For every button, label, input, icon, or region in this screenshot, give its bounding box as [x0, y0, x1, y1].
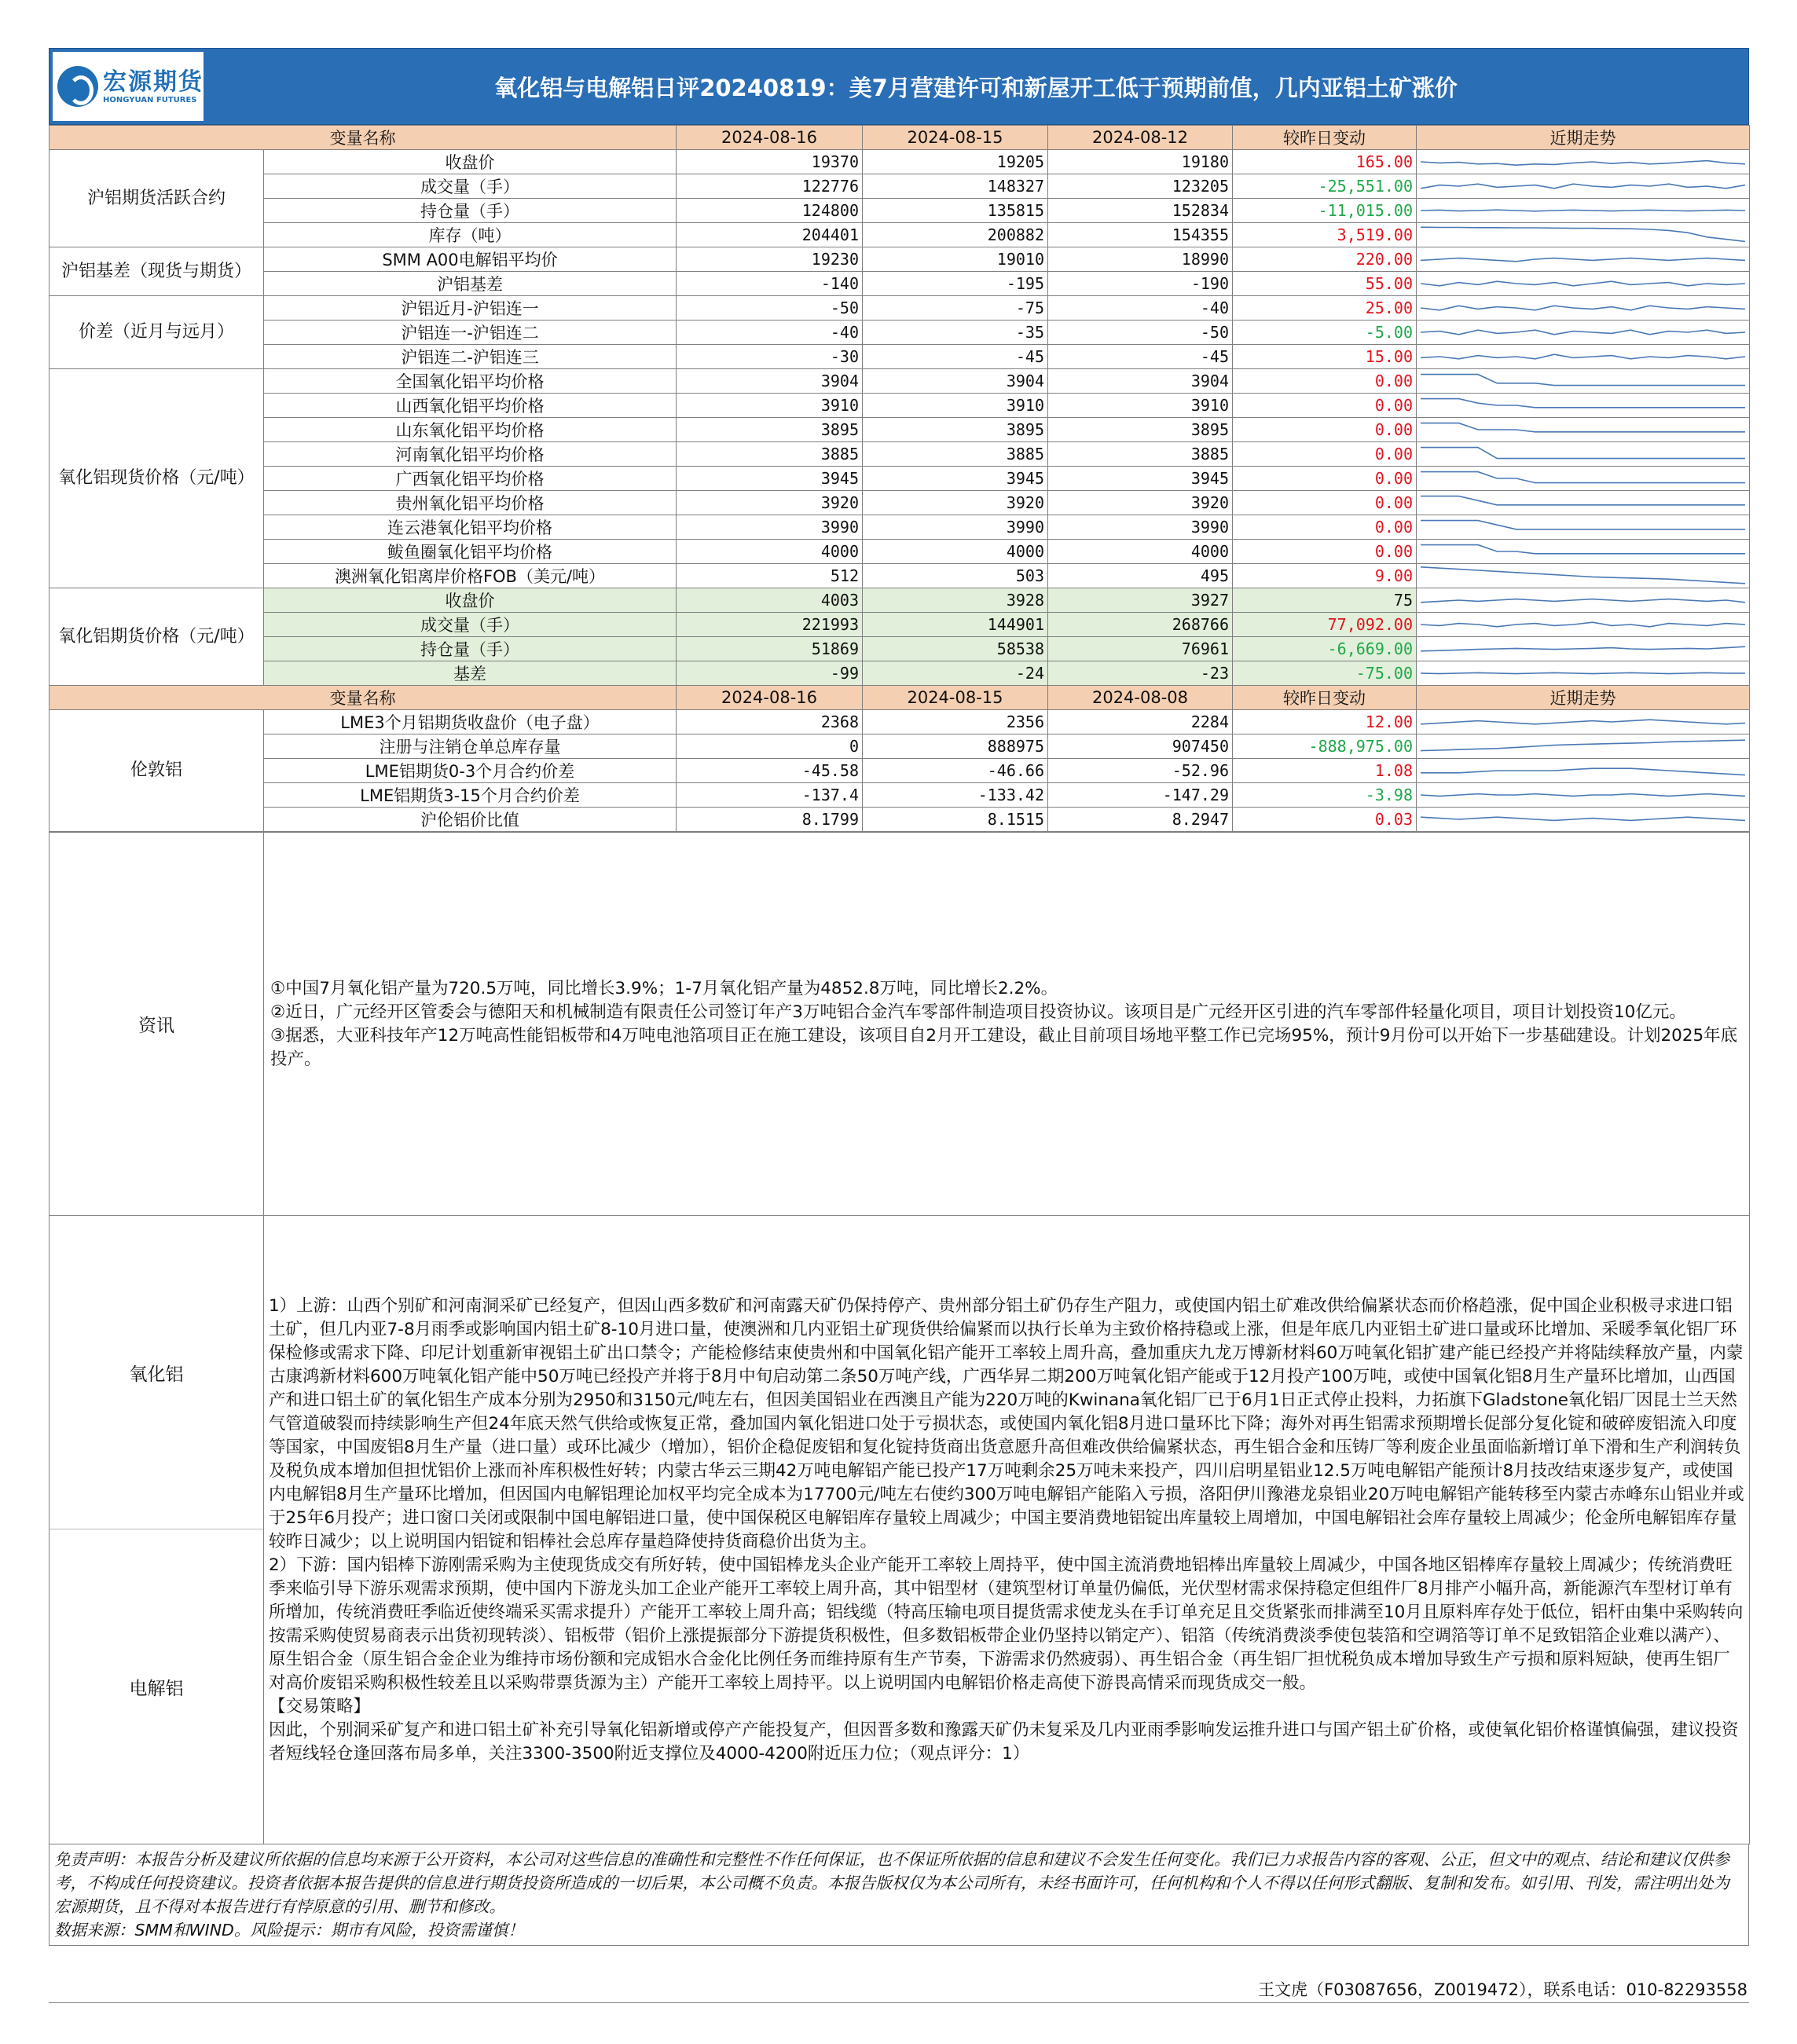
row-name: 收盘价	[264, 150, 677, 174]
row-name: 沪铝基差	[264, 272, 677, 296]
value-date2: 8.1515	[863, 808, 1048, 832]
trend-sparkline	[1417, 783, 1750, 808]
data-source-text: 数据来源：SMM和WIND。风险提示：期市有风险，投资需谨慎！	[54, 1921, 524, 1940]
trend-sparkline	[1417, 515, 1750, 540]
value-date1: 204401	[677, 223, 863, 247]
col-header-name: 变量名称	[50, 686, 677, 710]
value-date3: 154355	[1048, 223, 1233, 247]
table-row	[50, 369, 1750, 394]
value-date2: 144901	[863, 613, 1048, 637]
trend-sparkline	[1417, 564, 1750, 588]
value-date1: -50	[677, 296, 863, 321]
table-row	[50, 442, 1750, 467]
value-date1: 3895	[677, 418, 863, 442]
value-date3: 3945	[1048, 467, 1233, 491]
col-header-date3: 2024-08-08	[1048, 686, 1233, 710]
col-header-trend: 近期走势	[1417, 686, 1750, 710]
value-change: 220.00	[1233, 247, 1417, 272]
value-date3: 907450	[1048, 734, 1233, 759]
row-name: 贵州氧化铝平均价格	[264, 491, 677, 515]
value-date2: -46.66	[863, 759, 1048, 783]
value-change: 77,092.00	[1233, 613, 1417, 637]
row-name: 沪铝连二-沪铝连三	[264, 345, 677, 369]
table-row	[50, 783, 1750, 808]
table-row	[50, 637, 1750, 661]
value-change: 0.00	[1233, 515, 1417, 540]
value-date3: 3910	[1048, 394, 1233, 418]
value-change: 0.00	[1233, 394, 1417, 418]
table-row	[50, 564, 1750, 588]
value-change: 15.00	[1233, 345, 1417, 369]
table-row	[50, 247, 1750, 272]
value-date1: 3885	[677, 442, 863, 467]
value-date2: 3904	[863, 369, 1048, 394]
analysis-content	[264, 1216, 1750, 1844]
value-change: -11,015.00	[1233, 199, 1417, 223]
value-date2: 148327	[863, 174, 1048, 199]
value-change: -3.98	[1233, 783, 1417, 808]
value-date2: 3895	[863, 418, 1048, 442]
value-change: 25.00	[1233, 296, 1417, 321]
company-logo	[53, 52, 204, 121]
col-header-date1: 2024-08-16	[677, 126, 863, 150]
value-date3: -50	[1048, 321, 1233, 345]
value-date3: -40	[1048, 296, 1233, 321]
trend-sparkline	[1417, 296, 1750, 321]
value-change: 9.00	[1233, 564, 1417, 588]
value-date3: -23	[1048, 661, 1233, 686]
group-label: 氧化铝期货价格（元/吨）	[50, 588, 264, 686]
value-date3: 18990	[1048, 247, 1233, 272]
row-name: 持仓量（手）	[264, 199, 677, 223]
trend-sparkline	[1417, 394, 1750, 418]
row-name: 连云港氧化铝平均价格	[264, 515, 677, 540]
disclaimer-text: 免责声明：本报告分析及建议所依据的信息均来源于公开资料，本公司对这些信息的准确性和完整性不作任何保证，也不保证所依据的信息和建议不会发生任何变化。我们已力求报告内容的客观、公正，但文中的观点、结论和建议仅供参考，不构成任何投资建议。投资者依据本报告提供的信息进行期货投资所造成的一切后果，本公司概不负责。本报告版权仅为本公司所有，未经书面许可，任何机构和个人不得以任何形式翻版、复制和发布。如引用、刊发，需注明出处为宏源期货，且不得对本报告进行有悖原意的引用、删节和修改。	[54, 1850, 1729, 1916]
footer-spacer	[49, 1946, 1749, 1977]
col-header-date1: 2024-08-16	[677, 686, 863, 710]
value-change: 0.00	[1233, 467, 1417, 491]
value-change: 3,519.00	[1233, 223, 1417, 247]
news-item-1: ①中国7月氧化铝产量为720.5万吨，同比增长3.9%；1-7月氧化铝产量为4852.8万吨，同比增长2.2%。	[270, 978, 1058, 998]
value-date1: 0	[677, 734, 863, 759]
table-row	[50, 515, 1750, 540]
trend-sparkline	[1417, 661, 1750, 686]
table-row	[50, 808, 1750, 832]
value-date2: 2356	[863, 710, 1048, 734]
table-row	[50, 467, 1750, 491]
col-header-trend: 近期走势	[1417, 126, 1750, 150]
value-date2: -45	[863, 345, 1048, 369]
trend-sparkline	[1417, 418, 1750, 442]
value-change: -888,975.00	[1233, 734, 1417, 759]
col-header-change: 较昨日变动	[1233, 686, 1417, 710]
value-date3: 268766	[1048, 613, 1233, 637]
table-row	[50, 296, 1750, 321]
value-date1: 4003	[677, 588, 863, 613]
value-date2: -133.42	[863, 783, 1048, 808]
value-date1: -40	[677, 321, 863, 345]
value-change: 0.00	[1233, 418, 1417, 442]
value-date2: -75	[863, 296, 1048, 321]
table-row	[50, 710, 1750, 734]
value-date1: 124800	[677, 199, 863, 223]
table-row	[50, 150, 1750, 174]
table-row	[50, 540, 1750, 564]
value-date1: 122776	[677, 174, 863, 199]
trend-sparkline	[1417, 637, 1750, 661]
value-date3: 8.2947	[1048, 808, 1233, 832]
table-row	[50, 491, 1750, 515]
strategy-title: 【交易策略】	[269, 1696, 371, 1716]
value-date2: 3910	[863, 394, 1048, 418]
value-date1: 3945	[677, 467, 863, 491]
value-date1: -30	[677, 345, 863, 369]
group-label: 价差（近月与远月）	[50, 296, 264, 369]
value-date1: 19230	[677, 247, 863, 272]
row-name: 沪铝连一-沪铝连二	[264, 321, 677, 345]
value-date1: 2368	[677, 710, 863, 734]
group-label: 伦敦铝	[50, 710, 264, 832]
value-date1: 4000	[677, 540, 863, 564]
value-date1: 3920	[677, 491, 863, 515]
value-date3: -190	[1048, 272, 1233, 296]
contact-info: 王文虎（F03087656，Z0019472），联系电话：010-82293558	[49, 1977, 1749, 2003]
group-label: 沪铝期货活跃合约	[50, 150, 264, 247]
value-date2: 3885	[863, 442, 1048, 467]
logo-en-text: HONGYUAN FUTURES	[103, 95, 197, 104]
value-date2: 3945	[863, 467, 1048, 491]
value-date1: 3904	[677, 369, 863, 394]
row-name: 沪铝近月-沪铝连一	[264, 296, 677, 321]
row-name: 持仓量（手）	[264, 637, 677, 661]
value-change: -25,551.00	[1233, 174, 1417, 199]
table-row	[50, 321, 1750, 345]
analysis-upstream: 1）上游：山西个别矿和河南洞采矿已经复产，但因山西多数矿和河南露天矿仍保持停产、贵州部分铝土矿仍存生产阻力，或使国内铝土矿难改供给偏紧状态而价格趋涨，促中国企业积极寻求进口铝土矿，但几内亚7-8月雨季或影响国内铝土矿8-10月进口量，使澳洲和几内亚铝土矿现货供给偏紧而以执行长单为主致价格持稳或上涨，但是年底几内亚铝土矿进口量或环比增加、采暖季氧化铝厂环保检修或需求下降、印尼计划重新审视铝土矿出口禁令；产能检修结束使贵州和中国氧化铝产能开工率较上周升高，叠加重庆九龙万博新材料60万吨氧化铝扩建产能已经投产并将陆续释放产量，内蒙古康鸿新材料600万吨氧化铝产能中50万吨已经投产并将于8月中旬启动第二条50万吨产线，广西华昇二期200万吨氧化铝产能或于12月投产100万吨，或使中国氧化铝8月生产量环比增加，山西国产和进口铝土矿的氧化铝生产成本分别为2950和3150元/吨左右，但因美国铝业在西澳且产能为220万吨的Kwinana氧化铝厂已于6月1日正式停止投料，力拓旗下Gladstone氧化铝厂因昆士兰天然气管道破裂而持续影响生产但24年底天然气供给或恢复正常，叠加国内氧化铝进口处于亏损状态，或使国内氧化铝8月进口量环比下降；海外对再生铝需求预期增长促部分复化锭和破碎废铝流入印度等国家，中国废铝8月生产量（进口量）或环比减少（增加），铝价企稳促废铝和复化锭持货商出货意愿升高但难改供给偏紧状态，再生铝合金和压铸厂等利废企业虽面临新增订单下滑和生产利润转负及税负成本增加但担忧铝价上涨而补库积极性好转；内蒙古华云三期42万吨电解铝产能已投产17万吨剩余25万吨未来投产，四川启明星铝业12.5万吨电解铝产能预计8月技改结束逐步复产，或使国内电解铝8月生产量环比增加，但因国内电解铝理论加权平均完全成本为17700元/吨左右使约300万吨电解铝产能陷入亏损，洛阳伊川豫港龙泉铝业20万吨电解铝产能转移至内蒙古赤峰东山铝业并或于25年6月投产；进口窗口关闭或限制中国电解铝进口量，使中国保税区电解铝库存量较上周减少；中国主要消费地铝锭出库量较上周增加，中国电解铝社会库存量较上周减少；伦金所电解铝库存量较昨日减少；以上说明国内铝锭和铝棒社会总库存量趋降使持货商稳价出货为主。	[269, 1295, 1744, 1551]
table-row	[50, 394, 1750, 418]
value-date2: 3920	[863, 491, 1048, 515]
row-name: LME铝期货3-15个月合约价差	[264, 783, 677, 808]
news-item-2: ②近日，广元经开区管委会与德阳天和机械制造有限责任公司签订年产3万吨铝合金汽车零部件制造项目投资协议。该项目是广元经开区引进的汽车零部件轻量化项目，项目计划投资10亿元。	[270, 1002, 1686, 1022]
value-change: 12.00	[1233, 710, 1417, 734]
value-change: 1.08	[1233, 759, 1417, 783]
value-date3: 2284	[1048, 710, 1233, 734]
value-date1: 51869	[677, 637, 863, 661]
col-header-change: 较昨日变动	[1233, 126, 1417, 150]
col-header-date2: 2024-08-15	[863, 686, 1048, 710]
value-change: 0.00	[1233, 442, 1417, 467]
value-date3: -45	[1048, 345, 1233, 369]
table-row	[50, 588, 1750, 613]
trend-sparkline	[1417, 247, 1750, 272]
trend-sparkline	[1417, 759, 1750, 783]
alumina-label: 氧化铝	[50, 1216, 263, 1529]
value-date3: 3895	[1048, 418, 1233, 442]
strategy-text: 因此，个别洞采矿复产和进口铝土矿补充引导氧化铝新增或停产产能投复产，但因晋多数和豫露天矿仍未复采及几内亚雨季影响发运推升进口与国产铝土矿价格，或使氧化铝价格谨慎偏强，建议投资者短线轻仓逢回落布局多单，关注3300-3500附近支撑位及4000-4200附近压力位；（观点评分：1）	[269, 1720, 1739, 1764]
value-change: 0.00	[1233, 491, 1417, 515]
trend-sparkline	[1417, 442, 1750, 467]
trend-sparkline	[1417, 710, 1750, 734]
trend-sparkline	[1417, 174, 1750, 199]
value-change: 165.00	[1233, 150, 1417, 174]
value-date1: 221993	[677, 613, 863, 637]
value-change: 0.03	[1233, 808, 1417, 832]
value-date1: -140	[677, 272, 863, 296]
value-date2: 4000	[863, 540, 1048, 564]
trend-sparkline	[1417, 588, 1750, 613]
row-name: 库存（吨）	[264, 223, 677, 247]
value-date3: -147.29	[1048, 783, 1233, 808]
value-change: -6,669.00	[1233, 637, 1417, 661]
value-date3: 123205	[1048, 174, 1233, 199]
value-change: 55.00	[1233, 272, 1417, 296]
table-row	[50, 734, 1750, 759]
news-label: 资讯	[50, 833, 264, 1216]
value-date2: -195	[863, 272, 1048, 296]
table-row	[50, 174, 1750, 199]
trend-sparkline	[1417, 369, 1750, 394]
value-change: -75.00	[1233, 661, 1417, 686]
row-name: 全国氧化铝平均价格	[264, 369, 677, 394]
analysis-downstream: 2）下游：国内铝棒下游刚需采购为主使现货成交有所好转，使中国铝棒龙头企业产能开工率较上周持平，使中国主流消费地铝棒出库量较上周减少，中国各地区铝棒库存量较上周减少；传统消费旺季来临引导下游乐观需求预期，使中国内下游龙头加工企业产能开工率较上周升高，其中铝型材（建筑型材订单量仍偏低，光伏型材需求保持稳定但组件厂8月排产小幅升高，新能源汽车型材订单有所增加，传统消费旺季临近使终端采买需求提升）产能开工率较上周升高；铝线缆（特高压输电项目提货需求使龙头在手订单充足且交货紧张而排满至10月且原料库存处于低位，铝杆由集中采购转向按需采购使贸易商表示出货初现转淡）、铝板带（铝价上涨提振部分下游提货积极性，但多数铝板带企业仍坚持以销定产）、铝箔（传统消费淡季使包装箔和空调箔等订单不足致铝箔企业难以满产）、原生铝合金（原生铝合金企业为维持市场份额和完成铝水合金化比例任务而维持原有生产节奏，下游需求仍然疲弱）、再生铝合金（再生铝厂担忧税负成本增加导致生产亏损和原料短缺，使再生铝厂对高价废铝采购积极性较差且以采购带票货源为主）产能开工率较上周持平。以上说明国内电解铝价格走高使下游畏高情采而现货成交一般。	[269, 1555, 1744, 1693]
main-header-row	[50, 126, 1750, 150]
row-name: LME3个月铝期货收盘价（电子盘）	[264, 710, 677, 734]
news-item-3: ③据悉，大亚科技年产12万吨高性能铝板带和4万吨电池箔项目正在施工建设，该项目自2月开工建设，截止目前项目场地平整工作已完场95%，预计9月份可以开始下一步基础建设。计划2025年底投产。	[270, 1025, 1738, 1069]
trend-sparkline	[1417, 467, 1750, 491]
trend-sparkline	[1417, 734, 1750, 759]
value-date1: -137.4	[677, 783, 863, 808]
value-date2: 135815	[863, 199, 1048, 223]
value-date2: -35	[863, 321, 1048, 345]
value-change: 75	[1233, 588, 1417, 613]
row-name: 山西氧化铝平均价格	[264, 394, 677, 418]
table-row	[50, 199, 1750, 223]
trend-sparkline	[1417, 540, 1750, 564]
value-date3: 3990	[1048, 515, 1233, 540]
trend-sparkline	[1417, 345, 1750, 369]
row-name: 成交量（手）	[264, 613, 677, 637]
lme-header-row	[50, 686, 1750, 710]
value-date3: 4000	[1048, 540, 1233, 564]
value-date3: 3904	[1048, 369, 1233, 394]
news-content	[264, 833, 1750, 1216]
value-date1: -45.58	[677, 759, 863, 783]
row-name: 河南氧化铝平均价格	[264, 442, 677, 467]
value-date2: 19010	[863, 247, 1048, 272]
table-row	[50, 759, 1750, 783]
value-date3: 495	[1048, 564, 1233, 588]
value-change: -5.00	[1233, 321, 1417, 345]
row-name: 成交量（手）	[264, 174, 677, 199]
value-date2: 503	[863, 564, 1048, 588]
table-row	[50, 418, 1750, 442]
row-name: 收盘价	[264, 588, 677, 613]
table-row	[50, 345, 1750, 369]
row-name: 基差	[264, 661, 677, 686]
analysis-labels	[50, 1216, 264, 1844]
table-row	[50, 613, 1750, 637]
logo-cn-text: 宏源期货	[103, 68, 204, 96]
trend-sparkline	[1417, 272, 1750, 296]
trend-sparkline	[1417, 491, 1750, 515]
value-date2: -24	[863, 661, 1048, 686]
logo-icon	[57, 66, 98, 107]
row-name: LME铝期货0-3个月合约价差	[264, 759, 677, 783]
row-name: 广西氧化铝平均价格	[264, 467, 677, 491]
row-name: 山东氧化铝平均价格	[264, 418, 677, 442]
trend-sparkline	[1417, 223, 1750, 247]
value-change: 0.00	[1233, 369, 1417, 394]
value-date2: 19205	[863, 150, 1048, 174]
row-name: 澳洲氧化铝离岸价格FOB（美元/吨）	[264, 564, 677, 588]
col-header-name: 变量名称	[50, 126, 677, 150]
value-date2: 200882	[863, 223, 1048, 247]
value-date1: 8.1799	[677, 808, 863, 832]
report-header	[49, 48, 1749, 125]
report-page	[49, 48, 1749, 2003]
row-name: SMM A00电解铝平均价	[264, 247, 677, 272]
value-date2: 888975	[863, 734, 1048, 759]
value-date2: 3928	[863, 588, 1048, 613]
trend-sparkline	[1417, 613, 1750, 637]
value-date3: 3920	[1048, 491, 1233, 515]
value-date2: 58538	[863, 637, 1048, 661]
col-header-date3: 2024-08-12	[1048, 126, 1233, 150]
value-date1: 512	[677, 564, 863, 588]
value-date3: 152834	[1048, 199, 1233, 223]
value-date1: 3910	[677, 394, 863, 418]
value-date3: 19180	[1048, 150, 1233, 174]
data-table	[49, 125, 1750, 832]
trend-sparkline	[1417, 150, 1750, 174]
group-label: 氧化铝现货价格（元/吨）	[50, 369, 264, 588]
trend-sparkline	[1417, 808, 1750, 832]
row-name: 鲅鱼圈氧化铝平均价格	[264, 540, 677, 564]
aluminum-label: 电解铝	[129, 1678, 184, 1699]
group-label: 沪铝基差（现货与期货）	[50, 247, 264, 296]
trend-sparkline	[1417, 321, 1750, 345]
value-date3: 3927	[1048, 588, 1233, 613]
table-row	[50, 272, 1750, 296]
value-date1: -99	[677, 661, 863, 686]
disclaimer-block	[49, 1844, 1749, 1946]
table-row	[50, 661, 1750, 686]
text-table	[49, 832, 1750, 1844]
value-date1: 19370	[677, 150, 863, 174]
col-header-date2: 2024-08-15	[863, 126, 1048, 150]
row-name: 注册与注销仓单总库存量	[264, 734, 677, 759]
report-title: 氧化铝与电解铝日评20240819：美7月营建许可和新屋开工低于预期前值，几内亚铝土矿涨价	[494, 74, 1458, 101]
value-date2: 3990	[863, 515, 1048, 540]
row-name: 沪伦铝价比值	[264, 808, 677, 832]
value-change: 0.00	[1233, 540, 1417, 564]
value-date3: 3885	[1048, 442, 1233, 467]
trend-sparkline	[1417, 199, 1750, 223]
value-date3: -52.96	[1048, 759, 1233, 783]
value-date1: 3990	[677, 515, 863, 540]
table-row	[50, 223, 1750, 247]
value-date3: 76961	[1048, 637, 1233, 661]
